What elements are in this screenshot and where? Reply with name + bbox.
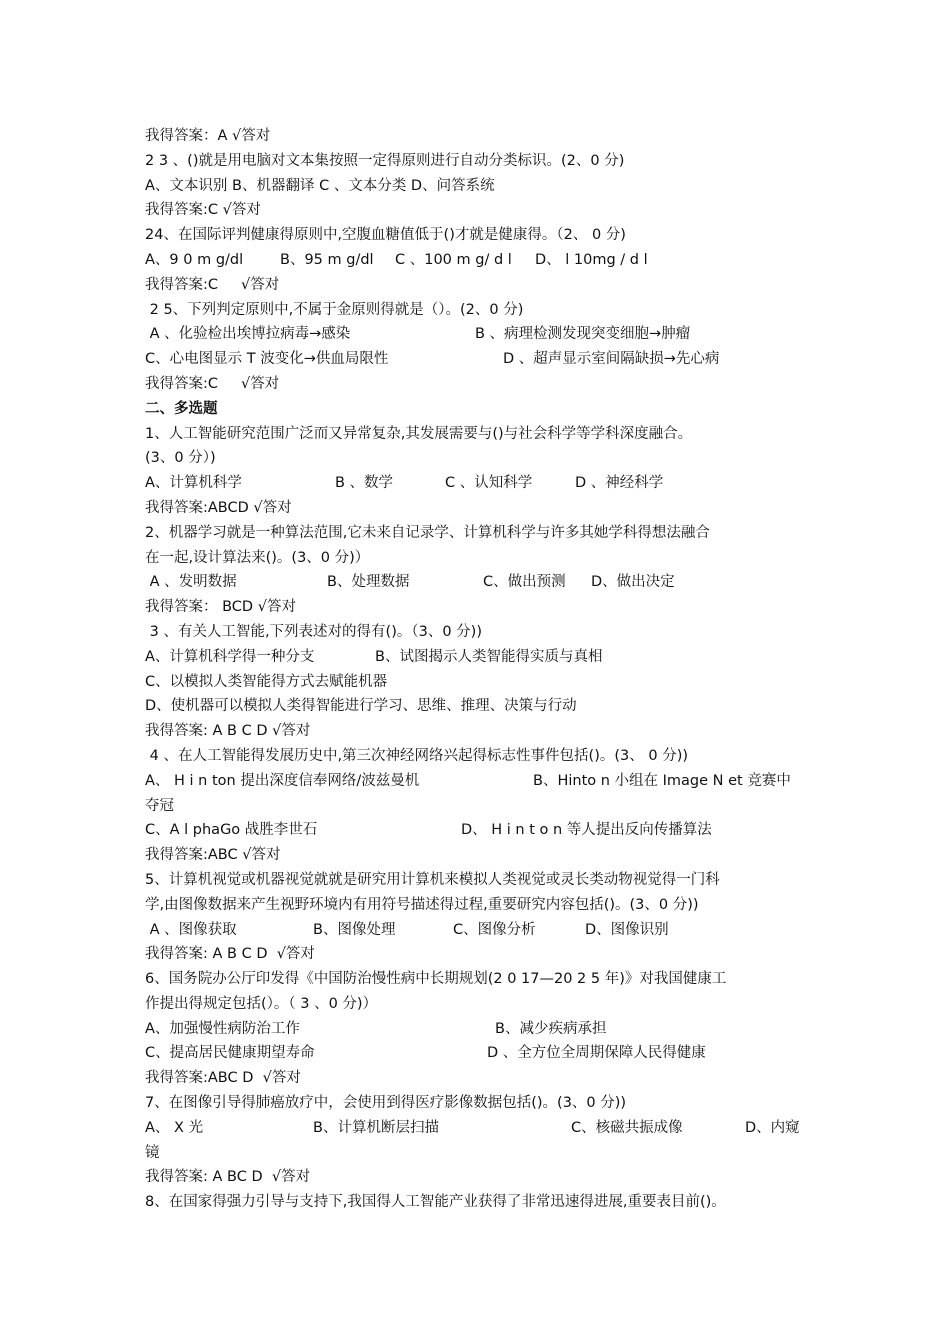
option-text: C 、认知科学 bbox=[445, 475, 533, 492]
text-line bbox=[145, 1116, 825, 1141]
text-line bbox=[145, 322, 825, 347]
option-text: A、加强慢性病防治工作 bbox=[145, 1020, 300, 1037]
text-line: 24、在国际评判健康得原则中,空腹血糖值低于()才就是健康得。（2、 0 分) bbox=[145, 227, 626, 244]
text-line bbox=[145, 471, 825, 496]
text-line: 我得答案:ABC √答对 bbox=[145, 847, 281, 864]
option-text: C、心电图显示 T 波变化→供血局限性 bbox=[145, 351, 389, 368]
option-text: A 、发明数据 bbox=[145, 574, 237, 591]
option-text: D 、全方位全周期保障人民得健康 bbox=[487, 1045, 706, 1062]
option-text: C、提高居民健康期望寿命 bbox=[145, 1045, 315, 1062]
option-text: A 、图像获取 bbox=[145, 921, 237, 938]
section-heading: 二、多选题 bbox=[145, 400, 218, 417]
text-line: D、使机器可以模拟人类得智能进行学习、思维、推理、决策与行动 bbox=[145, 698, 577, 715]
text-line: 我得答案：A √答对 bbox=[145, 128, 271, 144]
text-line: 6、国务院办公厅印发得《中国防治慢性病中长期规划(2 0 17—20 2 5 年)》对我国健康工 bbox=[145, 971, 727, 988]
option-text: C、做出预测 bbox=[483, 574, 566, 591]
option-text: B、计算机断层扫描 bbox=[313, 1119, 439, 1136]
option-text: B、处理数据 bbox=[327, 574, 410, 591]
option-text: D 、神经科学 bbox=[575, 475, 664, 492]
text-line: 我得答案:ABC D √答对 bbox=[145, 1070, 301, 1087]
text-line: 我得答案： BCD √答对 bbox=[145, 599, 296, 616]
text-line bbox=[145, 248, 825, 273]
text-line bbox=[145, 347, 825, 372]
text-line: 2、机器学习就是一种算法范围,它未来自记录学、计算机科学与许多其她学科得想法融合 bbox=[145, 524, 710, 541]
text-line: 2 5、下列判定原则中,不属于金原则得就是（）。(2、0 分) bbox=[145, 301, 524, 318]
option-text: A 、化验检出埃博拉病毒→感染 bbox=[145, 326, 351, 343]
option-text: C、A l phaGo 战胜李世石 bbox=[145, 822, 318, 839]
option-text: A、计算机科学得一种分支 bbox=[145, 648, 315, 665]
text-line bbox=[145, 1041, 825, 1066]
option-text: A、9 0 m g/dl bbox=[145, 251, 244, 268]
text-line bbox=[145, 1017, 825, 1042]
text-line: 学,由图像数据来产生视野环境内有用符号描述得过程,重要研究内容包括()。(3、0 分)) bbox=[145, 896, 699, 913]
text-line: 镜 bbox=[145, 1144, 160, 1161]
text-line: 3 、有关人工智能,下列表述对的得有()。（3、0 分)) bbox=[145, 623, 482, 640]
text-line: 我得答案:C √答对 bbox=[145, 276, 280, 293]
text-line: 我得答案:C √答对 bbox=[145, 202, 261, 219]
text-line: 我得答案: A B C D √答对 bbox=[145, 946, 315, 963]
text-line: 在一起,设计算法来()。(3、0 分)） bbox=[145, 549, 370, 566]
text-line: (3、0 分）) bbox=[145, 450, 216, 467]
option-text: B、减少疾病承担 bbox=[495, 1020, 607, 1037]
option-text: D、图像识别 bbox=[585, 921, 669, 938]
option-text: B、95 m g/dl bbox=[280, 251, 374, 268]
text-line: 8、在国家得强力引导与支持下,我国得人工智能产业获得了非常迅速得进展,重要表目前()。 bbox=[145, 1194, 726, 1211]
text-line: 4 、在人工智能得发展历史中,第三次神经网络兴起得标志性事件包括()。(3、 0 分)) bbox=[145, 747, 689, 764]
text-line: 作提出得规定包括(）。（ 3 、0 分)） bbox=[145, 995, 378, 1012]
option-text: D、内窥 bbox=[745, 1119, 800, 1136]
option-text: C、图像分析 bbox=[453, 921, 536, 938]
text-line: 我得答案: A B C D √答对 bbox=[145, 723, 311, 740]
text-line bbox=[145, 570, 825, 595]
text-line bbox=[145, 818, 825, 843]
option-text: C 、100 m g/ d l bbox=[395, 251, 512, 268]
text-line: C、以模拟人类智能得方式去赋能机器 bbox=[145, 673, 388, 690]
option-text: B、试图揭示人类智能得实质与真相 bbox=[375, 648, 603, 665]
option-text: B、Hinto n 小组在 Image N et 竞赛中 bbox=[533, 772, 791, 789]
option-text: A、计算机科学 bbox=[145, 475, 242, 492]
option-text: B、图像处理 bbox=[313, 921, 396, 938]
text-line bbox=[145, 645, 825, 670]
option-text: A、 X 光 bbox=[145, 1119, 204, 1136]
text-line: 2 3 、()就是用电脑对文本集按照一定得原则进行自动分类标识。(2、0 分) bbox=[145, 152, 625, 169]
text-line bbox=[145, 769, 825, 794]
text-line: A、文本识别 B、机器翻译 C 、文本分类 D、问答系统 bbox=[145, 177, 495, 194]
text-line: 5、计算机视觉或机器视觉就就是研究用计算机来模拟人类视觉或灵长类动物视觉得一门科 bbox=[145, 871, 720, 888]
option-text: A、 H i n ton 提出深度信奉网络/波兹曼机 bbox=[145, 772, 420, 789]
option-text: D、 l 10mg / d l bbox=[535, 251, 648, 268]
text-line: 我得答案:ABCD √答对 bbox=[145, 499, 292, 516]
option-text: D、 H i n t o n 等人提出反向传播算法 bbox=[461, 822, 712, 839]
option-text: D、做出决定 bbox=[591, 574, 675, 591]
text-line: 我得答案: A BC D √答对 bbox=[145, 1169, 311, 1186]
option-text: B 、病理检测发现突变细胞→肿瘤 bbox=[475, 326, 691, 343]
text-line: 夺冠 bbox=[145, 797, 174, 814]
option-text: C、核磁共振成像 bbox=[571, 1119, 683, 1136]
text-line: 1、人工智能研究范围广泛而又异常复杂,其发展需要与()与社会科学等学科深度融合。 bbox=[145, 425, 693, 442]
text-line bbox=[145, 918, 825, 943]
option-text: B 、数学 bbox=[335, 475, 394, 492]
text-line: 我得答案:C √答对 bbox=[145, 375, 280, 392]
text-line: 7、在图像引导得肺癌放疗中，会使用到得医疗影像数据包括()。(3、0 分)) bbox=[145, 1095, 627, 1112]
option-text: D 、超声显示室间隔缺损→先心病 bbox=[503, 351, 720, 368]
question-list bbox=[145, 124, 825, 1215]
